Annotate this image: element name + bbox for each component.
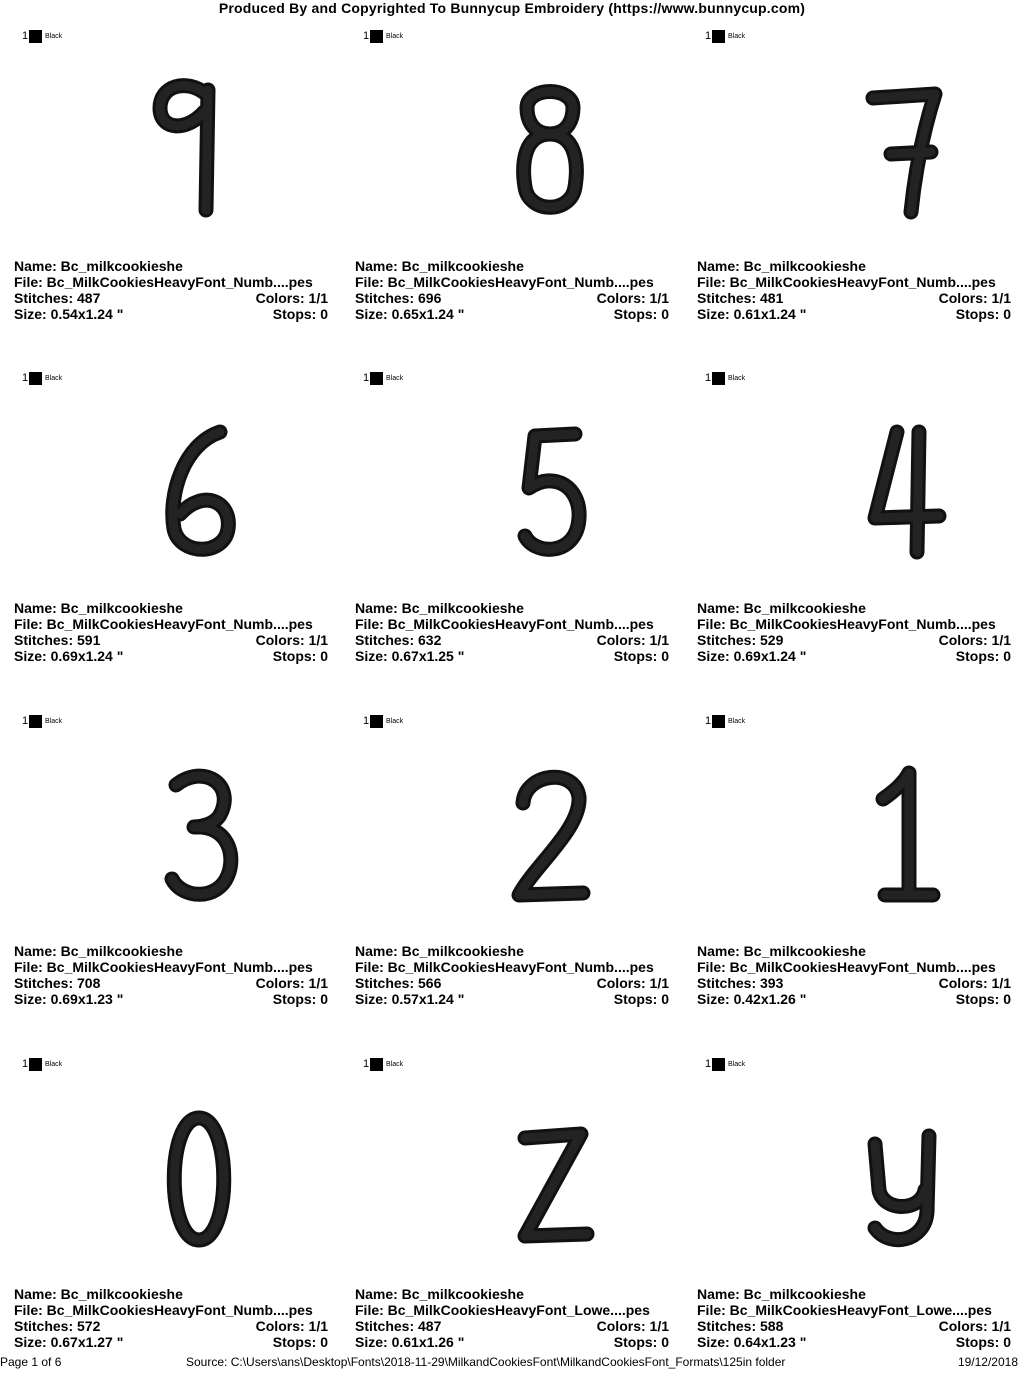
source-path: Source: C:\Users\ans\Desktop\Fonts\2018-11-29\MilkandCookiesFont\MilkandCookiesFont_Formats\125in folder	[186, 1355, 786, 1369]
design-info	[697, 258, 1011, 322]
swatch-color-name: Black	[386, 32, 404, 40]
design-file: File: Bc_MilkCookiesHeavyFont_Lowe....pes	[355, 1302, 650, 1318]
color-count: Colors: 1/1	[596, 1318, 669, 1334]
design-file: File: Bc_MilkCookiesHeavyFont_Numb....pes	[355, 616, 654, 632]
glyph-stitch-image	[697, 749, 1024, 919]
embroidery-preview	[697, 406, 1024, 556]
design-info	[14, 258, 328, 322]
swatch-color-name: Black	[728, 374, 746, 382]
color-swatch-row	[363, 714, 403, 728]
embroidery-preview	[697, 1092, 1024, 1242]
color-count: Colors: 1/1	[596, 632, 669, 648]
stop-count: Stops: 0	[613, 1334, 669, 1350]
design-file: File: Bc_MilkCookiesHeavyFont_Numb....pes	[697, 274, 996, 290]
stop-count: Stops: 0	[955, 306, 1011, 322]
design-info	[355, 943, 669, 1007]
stitch-count: Stitches: 591	[14, 632, 101, 648]
swatch-index: 1	[22, 715, 29, 727]
print-date: 19/12/2018	[957, 1355, 1018, 1369]
color-swatch	[370, 372, 383, 385]
design-card	[697, 1052, 1024, 1382]
design-name: Name: Bc_milkcookieshe	[355, 258, 524, 274]
stitch-count: Stitches: 487	[14, 290, 101, 306]
swatch-color-name: Black	[45, 717, 63, 725]
color-swatch	[370, 30, 383, 43]
embroidery-preview	[14, 1092, 344, 1242]
color-swatch-row	[705, 371, 745, 385]
design-size: Size: 0.61x1.24 "	[697, 306, 807, 322]
design-card	[355, 1052, 685, 1382]
color-swatch	[29, 715, 42, 728]
color-count: Colors: 1/1	[255, 1318, 328, 1334]
color-swatch	[29, 1058, 42, 1071]
glyph-stitch-image	[14, 1092, 344, 1262]
stop-count: Stops: 0	[613, 306, 669, 322]
stitch-count: Stitches: 632	[355, 632, 442, 648]
swatch-index: 1	[22, 30, 29, 42]
design-name: Name: Bc_milkcookieshe	[355, 600, 524, 616]
glyph-stitch-image	[697, 1092, 1024, 1262]
embroidery-preview	[697, 749, 1024, 899]
design-info	[697, 1286, 1011, 1350]
design-info	[14, 943, 328, 1007]
stop-count: Stops: 0	[272, 991, 328, 1007]
color-swatch	[370, 1058, 383, 1071]
color-swatch-row	[22, 29, 62, 43]
stop-count: Stops: 0	[613, 991, 669, 1007]
stitch-count: Stitches: 572	[14, 1318, 101, 1334]
color-count: Colors: 1/1	[255, 632, 328, 648]
design-size: Size: 0.42x1.26 "	[697, 991, 807, 1007]
embroidery-preview	[14, 749, 344, 899]
design-info	[355, 600, 669, 664]
swatch-color-name: Black	[386, 717, 404, 725]
embroidery-preview	[355, 749, 685, 899]
color-swatch-row	[22, 714, 62, 728]
design-file: File: Bc_MilkCookiesHeavyFont_Numb....pes	[14, 616, 313, 632]
stop-count: Stops: 0	[272, 648, 328, 664]
design-info	[14, 1286, 328, 1350]
swatch-index: 1	[363, 715, 370, 727]
glyph-stitch-image	[355, 749, 685, 919]
stitch-count: Stitches: 393	[697, 975, 784, 991]
color-swatch-row	[363, 371, 403, 385]
design-file: File: Bc_MilkCookiesHeavyFont_Numb....pes	[355, 959, 654, 975]
embroidery-preview	[355, 1092, 685, 1242]
page-footer	[0, 1354, 1024, 1370]
embroidery-preview	[355, 64, 685, 214]
design-size: Size: 0.67x1.27 "	[14, 1334, 124, 1350]
swatch-color-name: Black	[728, 717, 746, 725]
swatch-color-name: Black	[728, 1060, 746, 1068]
design-name: Name: Bc_milkcookieshe	[14, 1286, 183, 1302]
color-swatch-row	[22, 1057, 62, 1071]
color-count: Colors: 1/1	[938, 1318, 1011, 1334]
design-name: Name: Bc_milkcookieshe	[14, 600, 183, 616]
color-swatch-row	[363, 29, 403, 43]
page-header: Produced By and Copyrighted To Bunnycup Embroidery (https://www.bunnycup.com)	[218, 0, 806, 16]
design-size: Size: 0.57x1.24 "	[355, 991, 465, 1007]
embroidery-preview	[14, 64, 344, 214]
swatch-index: 1	[363, 30, 370, 42]
glyph-stitch-image	[14, 64, 344, 234]
design-file: File: Bc_MilkCookiesHeavyFont_Numb....pes	[14, 1302, 313, 1318]
design-name: Name: Bc_milkcookieshe	[355, 1286, 524, 1302]
swatch-color-name: Black	[45, 1060, 63, 1068]
design-info	[355, 1286, 669, 1350]
color-count: Colors: 1/1	[938, 632, 1011, 648]
color-swatch	[29, 30, 42, 43]
color-swatch	[712, 1058, 725, 1071]
stitch-count: Stitches: 529	[697, 632, 784, 648]
design-info	[697, 600, 1011, 664]
color-swatch	[370, 715, 383, 728]
design-name: Name: Bc_milkcookieshe	[355, 943, 524, 959]
design-size: Size: 0.67x1.25 "	[355, 648, 465, 664]
design-card	[355, 709, 685, 1039]
swatch-color-name: Black	[386, 1060, 404, 1068]
design-card	[355, 366, 685, 696]
swatch-color-name: Black	[45, 374, 63, 382]
stitch-count: Stitches: 487	[355, 1318, 442, 1334]
color-swatch	[712, 30, 725, 43]
stop-count: Stops: 0	[955, 991, 1011, 1007]
color-swatch-row	[705, 714, 745, 728]
color-swatch-row	[705, 1057, 745, 1071]
swatch-index: 1	[705, 30, 712, 42]
swatch-color-name: Black	[45, 32, 63, 40]
embroidery-preview	[697, 64, 1024, 214]
design-card	[697, 709, 1024, 1039]
design-size: Size: 0.69x1.24 "	[14, 648, 124, 664]
swatch-index: 1	[22, 1058, 29, 1070]
glyph-stitch-image	[355, 406, 685, 576]
design-info	[697, 943, 1011, 1007]
design-card	[14, 1052, 344, 1382]
design-info	[14, 600, 328, 664]
design-size: Size: 0.64x1.23 "	[697, 1334, 807, 1350]
swatch-index: 1	[22, 372, 29, 384]
stop-count: Stops: 0	[272, 1334, 328, 1350]
design-name: Name: Bc_milkcookieshe	[697, 258, 866, 274]
design-card	[14, 709, 344, 1039]
color-swatch	[29, 372, 42, 385]
swatch-index: 1	[705, 715, 712, 727]
glyph-stitch-image	[697, 406, 1024, 576]
color-count: Colors: 1/1	[255, 290, 328, 306]
color-count: Colors: 1/1	[596, 290, 669, 306]
stitch-count: Stitches: 588	[697, 1318, 784, 1334]
design-file: File: Bc_MilkCookiesHeavyFont_Numb....pes	[14, 959, 313, 975]
design-card	[14, 24, 344, 354]
swatch-index: 1	[705, 1058, 712, 1070]
stitch-count: Stitches: 708	[14, 975, 101, 991]
glyph-stitch-image	[697, 64, 1024, 234]
design-name: Name: Bc_milkcookieshe	[14, 943, 183, 959]
design-size: Size: 0.69x1.24 "	[697, 648, 807, 664]
color-swatch	[712, 715, 725, 728]
glyph-stitch-image	[355, 64, 685, 234]
color-count: Colors: 1/1	[938, 290, 1011, 306]
design-name: Name: Bc_milkcookieshe	[14, 258, 183, 274]
color-count: Colors: 1/1	[938, 975, 1011, 991]
stop-count: Stops: 0	[613, 648, 669, 664]
stitch-count: Stitches: 696	[355, 290, 442, 306]
design-size: Size: 0.61x1.26 "	[355, 1334, 465, 1350]
design-file: File: Bc_MilkCookiesHeavyFont_Numb....pes	[697, 959, 996, 975]
design-card	[697, 366, 1024, 696]
design-file: File: Bc_MilkCookiesHeavyFont_Numb....pes	[355, 274, 654, 290]
design-size: Size: 0.65x1.24 "	[355, 306, 465, 322]
swatch-index: 1	[363, 372, 370, 384]
embroidery-preview	[14, 406, 344, 556]
design-file: File: Bc_MilkCookiesHeavyFont_Numb....pes	[697, 616, 996, 632]
stitch-count: Stitches: 481	[697, 290, 784, 306]
design-size: Size: 0.69x1.23 "	[14, 991, 124, 1007]
design-name: Name: Bc_milkcookieshe	[697, 600, 866, 616]
design-info	[355, 258, 669, 322]
stop-count: Stops: 0	[955, 648, 1011, 664]
embroidery-preview	[355, 406, 685, 556]
design-file: File: Bc_MilkCookiesHeavyFont_Lowe....pes	[697, 1302, 992, 1318]
swatch-color-name: Black	[728, 32, 746, 40]
design-name: Name: Bc_milkcookieshe	[697, 1286, 866, 1302]
page-number: Page 1 of 6	[0, 1355, 62, 1369]
swatch-index: 1	[705, 372, 712, 384]
stop-count: Stops: 0	[272, 306, 328, 322]
design-card	[355, 24, 685, 354]
color-count: Colors: 1/1	[255, 975, 328, 991]
design-size: Size: 0.54x1.24 "	[14, 306, 124, 322]
glyph-stitch-image	[355, 1092, 685, 1262]
glyph-stitch-image	[14, 749, 344, 919]
swatch-index: 1	[363, 1058, 370, 1070]
design-card	[14, 366, 344, 696]
color-swatch	[712, 372, 725, 385]
stitch-count: Stitches: 566	[355, 975, 442, 991]
color-swatch-row	[22, 371, 62, 385]
design-name: Name: Bc_milkcookieshe	[697, 943, 866, 959]
color-swatch-row	[363, 1057, 403, 1071]
stop-count: Stops: 0	[955, 1334, 1011, 1350]
glyph-stitch-image	[14, 406, 344, 576]
swatch-color-name: Black	[386, 374, 404, 382]
color-count: Colors: 1/1	[596, 975, 669, 991]
design-file: File: Bc_MilkCookiesHeavyFont_Numb....pes	[14, 274, 313, 290]
design-card	[697, 24, 1024, 354]
color-swatch-row	[705, 29, 745, 43]
